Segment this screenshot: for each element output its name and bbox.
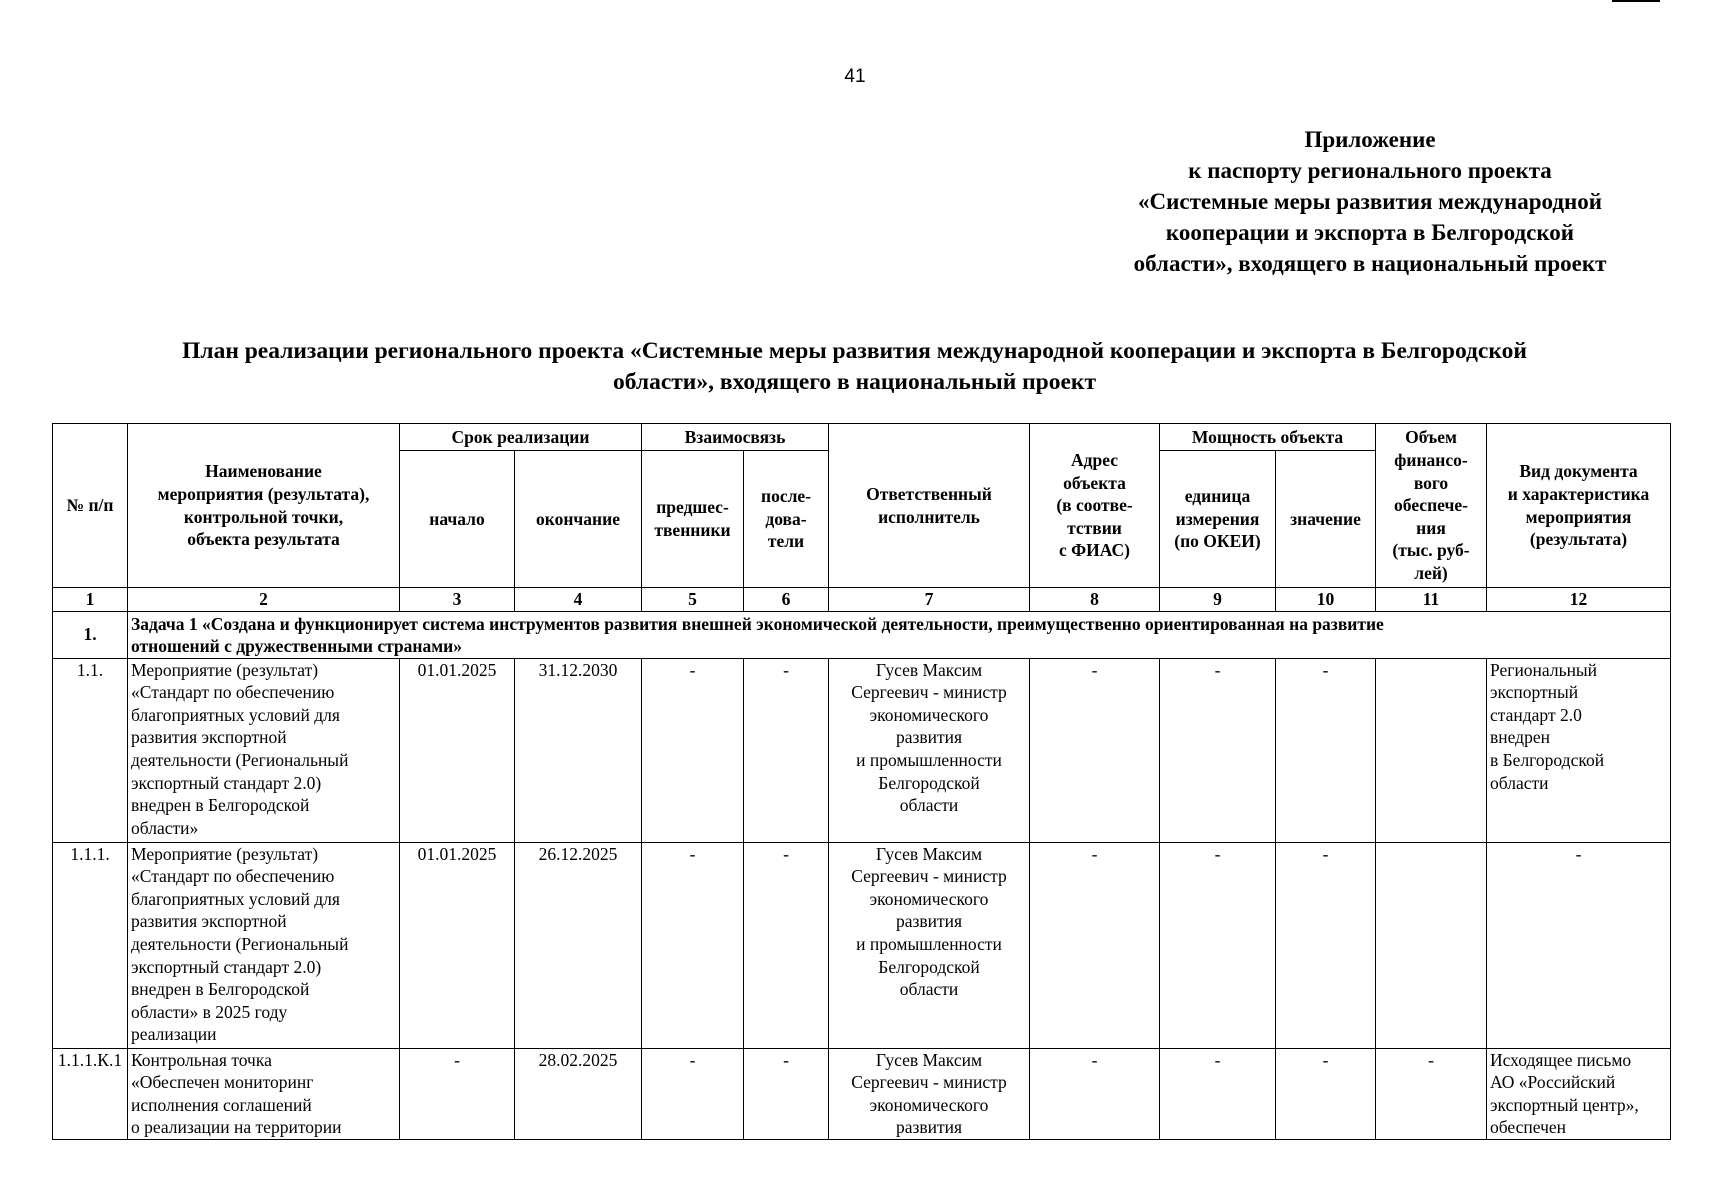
header-unit-line: измерения	[1175, 508, 1260, 529]
row-name-line: развития экспортной	[131, 727, 287, 748]
column-number: 9	[1160, 588, 1276, 612]
row-unit: -	[1160, 658, 1276, 842]
row-name-line: экспортный стандарт 2.0)	[131, 956, 322, 977]
row-doc-line: области	[1490, 772, 1549, 793]
row-responsible-line: Сергеевич - министр	[851, 866, 1007, 887]
header-link-group: Взаимосвязь	[642, 424, 829, 451]
row-responsible	[829, 1048, 1030, 1139]
row-pred: -	[642, 842, 744, 1048]
header-name-line: мероприятия (результата),	[157, 483, 370, 504]
task-text	[128, 611, 1671, 658]
header-responsible-line: исполнитель	[878, 506, 980, 527]
column-number: 10	[1276, 588, 1376, 612]
row-name-line: благоприятных условий для	[131, 704, 340, 725]
appendix-line: Приложение	[1304, 127, 1436, 152]
row-name-line: Мероприятие (результат)	[131, 843, 319, 864]
header-address	[1030, 424, 1160, 588]
column-number: 6	[744, 588, 829, 612]
row-name-line: исполнения соглашений	[131, 1094, 312, 1115]
header-responsible-line: Ответственный	[866, 483, 992, 504]
row-num: 1.1.1.К.1	[53, 1048, 128, 1139]
row-responsible-line: экономического	[869, 1094, 989, 1115]
header-doc-line: и характеристика	[1507, 483, 1650, 504]
row-responsible-line: экономического	[869, 704, 989, 725]
header-finance	[1376, 424, 1487, 588]
row-name-line: реализации	[131, 1024, 217, 1045]
header-pred-line: твенники	[654, 520, 731, 540]
column-number: 11	[1376, 588, 1487, 612]
row-name-line: развития экспортной	[131, 911, 287, 932]
task-text-line: Задача 1 «Создана и функционирует система инструментов развития внешней экономической деятельности, преимущественно ориентированная на развитие	[131, 613, 1384, 634]
appendix-line: к паспорту регионального проекта	[1188, 158, 1552, 183]
column-number: 8	[1030, 588, 1160, 612]
row-name-line: «Обеспечен мониторинг	[131, 1072, 314, 1093]
row-responsible	[829, 658, 1030, 842]
row-responsible-line: области	[899, 979, 959, 1000]
row-name-line: Контрольная точка	[131, 1049, 272, 1070]
row-responsible-line: развития	[895, 727, 963, 748]
page-number: 41	[844, 66, 866, 87]
row-start: 01.01.2025	[400, 658, 515, 842]
header-name-line: объекта результата	[187, 529, 340, 550]
header-address-line: (в соотве-	[1056, 495, 1133, 516]
header-succ-line: тели	[767, 531, 805, 552]
row-name-line: внедрен в Белгородской	[131, 795, 310, 816]
table-row	[53, 658, 1671, 842]
header-succ-line: дова-	[765, 508, 807, 529]
row-responsible-line: экономического	[869, 888, 989, 909]
row-responsible-line: Сергеевич - министр	[851, 1072, 1007, 1093]
plan-title-line: области», входящего в национальный проект	[612, 369, 1097, 395]
header-finance-line: обеспече-	[1394, 495, 1468, 516]
row-unit: -	[1160, 1048, 1276, 1139]
row-name-line: деятельности (Региональный	[131, 749, 349, 770]
row-responsible-line: развития	[895, 911, 963, 932]
task-num: 1.	[53, 611, 128, 658]
column-number: 12	[1487, 588, 1671, 612]
row-doc-line: Региональный	[1490, 659, 1598, 680]
column-number: 3	[400, 588, 515, 612]
row-responsible-line: и промышленности	[856, 933, 1002, 954]
header-term-group: Срок реализации	[400, 424, 642, 451]
row-name-line: «Стандарт по обеспечению	[131, 682, 335, 703]
row-address: -	[1030, 1048, 1160, 1139]
header-value: значение	[1276, 451, 1376, 588]
row-name-line: области» в 2025 году	[131, 1001, 288, 1022]
appendix-line: области», входящего в национальный проект	[1133, 251, 1607, 276]
header-unit-line: (по ОКЕИ)	[1174, 531, 1261, 552]
row-doc-line: -	[1575, 843, 1582, 864]
row-succ: -	[744, 842, 829, 1048]
header-start: начало	[400, 451, 515, 588]
header-finance-line: лей)	[1414, 562, 1448, 583]
row-responsible-line: и промышленности	[856, 749, 1002, 770]
row-name-line: Мероприятие (результат)	[131, 659, 319, 680]
row-end: 28.02.2025	[515, 1048, 642, 1139]
plan-title-line: План реализации регионального проекта «Системные меры развития международной кооперации и экспорта в Белгородской	[182, 338, 1527, 364]
header-succ-line: после-	[760, 486, 811, 507]
row-name-line: деятельности (Региональный	[131, 933, 349, 954]
row-name-line: «Стандарт по обеспечению	[131, 866, 335, 887]
row-end: 26.12.2025	[515, 842, 642, 1048]
header-num: № п/п	[53, 424, 128, 588]
column-numbers-row	[53, 588, 1671, 612]
row-name-line: экспортный стандарт 2.0)	[131, 772, 322, 793]
row-doc-line: АО «Российский	[1490, 1072, 1616, 1093]
row-doc-line: экспортный центр»,	[1490, 1094, 1639, 1115]
row-name-line: внедрен в Белгородской	[131, 979, 310, 1000]
row-finance	[1376, 842, 1487, 1048]
row-responsible-line: развития	[895, 1117, 963, 1138]
row-responsible-line: Сергеевич - министр	[851, 682, 1007, 703]
appendix-line: «Системные меры развития международной	[1138, 189, 1602, 214]
row-value: -	[1276, 842, 1376, 1048]
row-pred: -	[642, 1048, 744, 1139]
row-name	[128, 842, 400, 1048]
header-unit	[1160, 451, 1276, 588]
header-address-line: с ФИАС)	[1058, 540, 1131, 561]
row-name-line: о реализации на территории	[131, 1117, 342, 1138]
header-name-line: Наименование	[205, 461, 322, 482]
row-unit: -	[1160, 842, 1276, 1048]
header-finance-line: финансо-	[1394, 450, 1468, 471]
header-end: окончание	[515, 451, 642, 588]
column-number: 5	[642, 588, 744, 612]
row-responsible-line: Белгородской	[878, 772, 980, 793]
row-doc-line: в Белгородской	[1490, 749, 1605, 770]
row-finance	[1376, 658, 1487, 842]
column-number: 1	[53, 588, 128, 612]
row-doc	[1487, 1048, 1671, 1139]
header-finance-line: (тыс. руб-	[1392, 540, 1470, 561]
row-doc-line: стандарт 2.0	[1490, 704, 1582, 725]
column-number: 2	[128, 588, 400, 612]
row-value: -	[1276, 1048, 1376, 1139]
row-responsible-line: Гусев Максим	[875, 659, 983, 680]
row-end: 31.12.2030	[515, 658, 642, 842]
header-address-line: Адрес	[1071, 450, 1118, 471]
header-doc-line: (результата)	[1529, 529, 1628, 550]
header-pred	[642, 451, 744, 588]
table-row	[53, 1048, 1671, 1139]
header-responsible	[829, 424, 1030, 588]
row-doc	[1487, 658, 1671, 842]
row-value: -	[1276, 658, 1376, 842]
row-start: 01.01.2025	[400, 842, 515, 1048]
row-responsible-line: Гусев Максим	[875, 843, 983, 864]
row-responsible-line: Белгородской	[878, 956, 980, 977]
header-finance-line: Объем	[1405, 427, 1457, 448]
row-succ: -	[744, 1048, 829, 1139]
task-text-line: отношений с дружественными странами»	[131, 635, 463, 656]
row-name	[128, 658, 400, 842]
table-row	[53, 842, 1671, 1048]
header-name-line: контрольной точки,	[183, 506, 344, 527]
row-doc-line: Исходящее письмо	[1490, 1049, 1632, 1070]
row-name	[128, 1048, 400, 1139]
header-address-line: тствии	[1067, 517, 1122, 538]
header-succ	[744, 451, 829, 588]
header-address-line: объекта	[1063, 472, 1126, 493]
appendix-heading	[1090, 124, 1650, 279]
header-unit-line: единица	[1184, 486, 1251, 507]
row-pred: -	[642, 658, 744, 842]
column-number: 4	[515, 588, 642, 612]
plan-title	[40, 336, 1669, 398]
header-doc	[1487, 424, 1671, 588]
row-num: 1.1.1.	[53, 842, 128, 1048]
row-address: -	[1030, 658, 1160, 842]
row-finance: -	[1376, 1048, 1487, 1139]
header-pred-line: предшес-	[656, 497, 729, 518]
row-doc-line: обеспечен	[1490, 1117, 1567, 1138]
row-name-line: благоприятных условий для	[131, 888, 340, 909]
row-responsible	[829, 842, 1030, 1048]
header-capacity-group: Мощность объекта	[1160, 424, 1376, 451]
row-responsible-line: области	[899, 795, 959, 816]
header-finance-line: вого	[1413, 472, 1449, 493]
header-finance-line: ния	[1416, 517, 1446, 538]
row-name-line: области»	[131, 817, 199, 838]
column-number: 7	[829, 588, 1030, 612]
appendix-line: кооперации и экспорта в Белгородской	[1165, 220, 1575, 245]
row-responsible-line: Гусев Максим	[875, 1049, 983, 1070]
row-num: 1.1.	[53, 658, 128, 842]
row-address: -	[1030, 842, 1160, 1048]
row-doc-line: экспортный	[1490, 682, 1579, 703]
header-name	[128, 424, 400, 588]
row-doc	[1487, 842, 1671, 1048]
top-edge-rule	[1612, 0, 1660, 2]
header-doc-line: мероприятия	[1525, 506, 1632, 527]
row-doc-line: внедрен	[1490, 727, 1550, 748]
task-row	[53, 611, 1671, 658]
header-doc-line: Вид документа	[1519, 461, 1638, 482]
row-succ: -	[744, 658, 829, 842]
row-start: -	[400, 1048, 515, 1139]
plan-table	[52, 423, 1671, 1140]
